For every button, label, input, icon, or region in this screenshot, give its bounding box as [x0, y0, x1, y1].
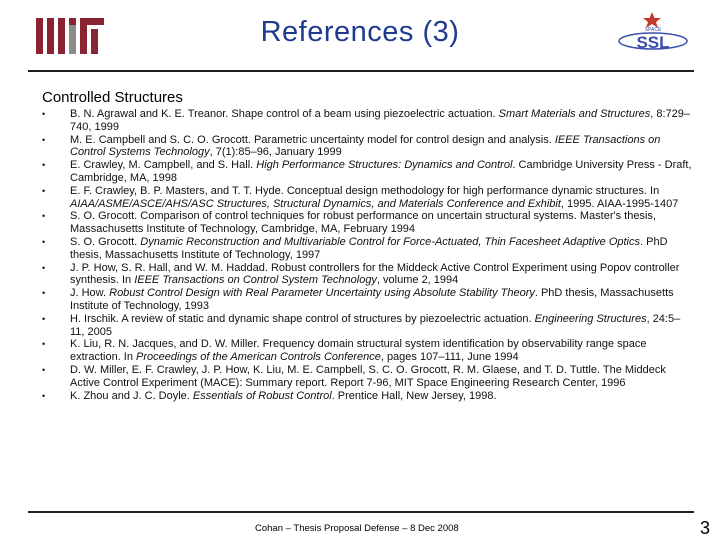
reference-text: J. How. [70, 287, 110, 300]
reference-text: E. F. Crawley, B. P. Masters, and T. T. Hyde. Conceptual design methodology for high performance dynamic structures. In [70, 184, 660, 197]
reference-text: , 1995. AIAA-1995-1407 [560, 197, 679, 210]
reference-source: Proceedings of the American Controls Conference [136, 351, 381, 364]
bullet-icon: • [42, 364, 46, 375]
bullet-icon: • [42, 109, 46, 119]
reference-source: Engineering Structures [534, 312, 647, 325]
reference-source: Smart Materials and Structures [498, 108, 651, 120]
section-title: Controlled Structures [42, 89, 183, 106]
reference-item [42, 185, 692, 211]
reference-text: B. N. Agrawal and K. E. Treanor. Shape control of a beam using piezoelectric actuation. [70, 108, 499, 120]
bullet-icon: • [42, 390, 46, 401]
reference-text: M. E. Campbell and S. C. O. Grocott. Parametric uncertainty model for control design and analysis. [70, 133, 555, 146]
bullet-icon: • [42, 236, 46, 247]
reference-item [42, 287, 692, 313]
reference-item [42, 390, 692, 403]
slide-header [0, 0, 720, 70]
reference-text: . PhD thesis, Massachusetts Institute of Technology, 1997 [70, 235, 668, 261]
bullet-icon: • [42, 339, 46, 350]
reference-item [42, 108, 692, 134]
reference-item [42, 236, 692, 262]
bullet-icon: • [42, 211, 46, 222]
reference-text: S. O. Grocott. Comparison of control techniques for robust performance on uncertain structural systems. Master's thesis, Massachusetts Institute of Technology, Cambridge, MA, February 1994 [70, 210, 656, 236]
footer-divider [28, 511, 694, 513]
header-divider [28, 70, 694, 72]
bullet-icon: • [42, 313, 46, 324]
reference-source: Essentials of Robust Control [192, 389, 332, 402]
reference-source: Dynamic Reconstruction and Multivariable Control for Force-Actuated, Thin Facesheet Adaptive Optics [140, 235, 641, 248]
reference-list [42, 108, 692, 402]
reference-text: , pages 107–111, June 1994 [380, 351, 519, 364]
reference-text: , 7(1):85–96, January 1999 [209, 146, 342, 159]
bullet-icon: • [42, 262, 46, 273]
reference-source: High Performance Structures: Dynamics and Control [256, 159, 513, 172]
reference-text: K. Zhou and J. C. Doyle. [70, 389, 193, 402]
reference-source: IEEE Transactions on Control System Technology [134, 274, 377, 287]
svg-text:SSL: SSL [636, 33, 670, 52]
reference-text: D. W. Miller, E. F. Crawley, J. P. How, K. Liu, M. E. Campbell, S. C. O. Grocott, R. M. Glaese, and T. D. Tuttle. The Middeck Active Control Experiment (MACE): Summary report. Report 7-96, MIT Space Engineering Research Center, 1996 [70, 363, 666, 389]
reference-item [42, 159, 692, 185]
reference-item [42, 338, 692, 364]
reference-item [42, 134, 692, 160]
reference-text: J. P. How, S. R. Hall, and W. M. Haddad. Robust controllers for the Middeck Active Control Experiment using Popov controller synthesis. In [70, 261, 680, 287]
reference-source: IEEE Transactions on Control Systems Technology [70, 133, 661, 159]
reference-item [42, 364, 692, 390]
reference-source: Robust Control Design with Real Parameter Uncertainty using Absolute Stability Theory [109, 287, 535, 300]
reference-text: , 24:5–11, 2005 [70, 312, 681, 338]
reference-text: K. Liu, R. N. Jacques, and D. W. Miller. Frequency domain structural system identification by observability range space extraction. In [70, 338, 647, 364]
page-number: 3 [700, 518, 711, 538]
bullet-icon: • [42, 288, 46, 299]
reference-text: , 8:729–740, 1999 [70, 108, 691, 133]
svg-text:SPACE: SPACE [644, 27, 662, 33]
reference-text: , volume 2, 1994 [376, 274, 459, 287]
ssl-logo [612, 10, 694, 60]
bullet-icon: • [42, 134, 46, 145]
reference-item [42, 210, 692, 236]
reference-text: . Cambridge University Press - Draft, Cambridge, MA, 1998 [70, 159, 692, 184]
reference-text: . PhD thesis, Massachusetts Institute of Technology, 1993 [70, 287, 674, 312]
reference-text: S. O. Grocott. [70, 235, 141, 248]
bullet-icon: • [42, 185, 46, 196]
reference-text: E. Crawley, M. Campbell, and S. Hall. [70, 159, 257, 172]
slide-title: References (3) [260, 16, 460, 48]
reference-text: . Prentice Hall, New Jersey, 1998. [331, 389, 497, 402]
reference-item [42, 313, 692, 339]
footer-text: Cohan – Thesis Proposal Defense – 8 Dec 2008 [255, 523, 459, 534]
bullet-icon: • [42, 160, 46, 171]
reference-text: H. Irschik. A review of static and dynamic shape control of structures by piezoelectric actuation. [70, 312, 535, 325]
reference-source: AIAA/ASME/ASCE/AHS/ASC Structures, Structural Dynamics, and Materials Conference and Exhibit [70, 197, 561, 210]
reference-item [42, 262, 692, 288]
